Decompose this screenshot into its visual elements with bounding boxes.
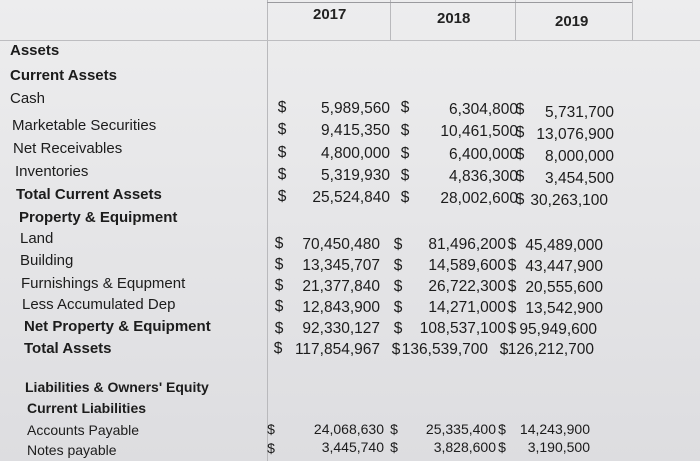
currency-symbol: $ <box>277 144 287 161</box>
value-2019[interactable]: 3,190,500 <box>527 439 590 455</box>
currency-symbol: $ <box>393 320 403 337</box>
currency-symbol: $ <box>393 278 403 295</box>
row-label[interactable]: Marketable Securities <box>12 117 157 134</box>
value-2019[interactable]: 14,243,900 <box>519 421 590 437</box>
value-2017[interactable]: 21,377,840 <box>302 278 380 295</box>
currency-symbol: $ <box>393 299 403 316</box>
value-2019[interactable]: 8,000,000 <box>545 148 614 165</box>
value-2018[interactable]: 81,496,200 <box>428 236 506 253</box>
currency-symbol: $ <box>400 167 410 184</box>
currency-symbol: $ <box>515 168 525 185</box>
row-label[interactable]: Cash <box>10 90 46 107</box>
currency-symbol: $ <box>498 439 506 455</box>
row-label[interactable]: Less Accumulated Dep <box>22 296 176 313</box>
currency-symbol: $ <box>390 421 398 437</box>
currency-symbol: $ <box>277 99 287 116</box>
header-2018[interactable]: 2018 <box>437 10 471 27</box>
currency-symbol: $ <box>498 421 506 437</box>
current-assets-title[interactable]: Current Assets <box>10 67 117 84</box>
value-2017[interactable]: 4,800,000 <box>321 145 390 162</box>
value-2017[interactable]: 25,524,840 <box>312 189 390 206</box>
value-2019[interactable]: 13,076,900 <box>536 126 614 143</box>
current-liabilities-title[interactable]: Current Liabilities <box>27 400 147 416</box>
row-label[interactable]: Accounts Payable <box>27 422 140 438</box>
currency-symbol: $ <box>400 145 410 162</box>
value-2017[interactable]: 13,345,707 <box>302 257 380 274</box>
value-2019[interactable]: 20,555,600 <box>525 279 603 296</box>
value-2018[interactable]: 14,589,600 <box>428 257 506 274</box>
currency-symbol: $ <box>515 101 525 118</box>
currency-symbol: $ <box>507 278 517 295</box>
value-2018[interactable]: 6,304,800 <box>449 101 518 118</box>
value-2017[interactable]: 3,445,740 <box>321 439 384 455</box>
currency-symbol: $ <box>400 99 410 116</box>
column-divider <box>515 0 516 40</box>
row-label[interactable]: Land <box>20 230 54 247</box>
property-equipment-title[interactable]: Property & Equipment <box>19 209 178 226</box>
value-2019[interactable]: 95,949,600 <box>519 321 597 338</box>
currency-symbol: $ <box>393 257 403 274</box>
value-2019[interactable]: 13,542,900 <box>525 300 603 317</box>
column-divider <box>632 0 633 40</box>
currency-symbol: $ <box>274 235 284 252</box>
column-divider <box>390 0 391 40</box>
header-divider <box>0 40 700 41</box>
assets-title[interactable]: Assets <box>10 42 60 59</box>
value-2018[interactable]: 28,002,600 <box>440 190 518 207</box>
value-2017[interactable]: 92,330,127 <box>302 320 380 337</box>
currency-symbol: $ <box>515 124 525 141</box>
header-2017[interactable]: 2017 <box>313 6 347 23</box>
liabilities-title[interactable]: Liabilities & Owners' Equity <box>25 379 209 395</box>
row-label[interactable]: Total Assets <box>24 340 112 357</box>
currency-symbol: $ <box>390 439 398 455</box>
value-2018[interactable]: 14,271,000 <box>428 299 506 316</box>
currency-symbol: $ <box>393 236 403 253</box>
currency-symbol: $ <box>273 340 283 357</box>
column-divider <box>267 0 268 461</box>
currency-symbol: $ <box>507 236 517 253</box>
value-2018[interactable]: 25,335,400 <box>425 421 496 437</box>
value-2018[interactable]: 6,400,000 <box>449 146 518 163</box>
currency-symbol: $ <box>267 421 275 437</box>
row-label[interactable]: Total Current Assets <box>16 186 162 203</box>
value-2019[interactable]: 5,731,700 <box>545 104 614 121</box>
value-2017[interactable]: 12,843,900 <box>302 299 380 316</box>
row-label[interactable]: Net Property & Equipment <box>24 318 211 335</box>
currency-symbol: $ <box>507 320 517 337</box>
currency-symbol: $ <box>400 122 410 139</box>
value-2018[interactable]: 26,722,300 <box>428 278 506 295</box>
currency-symbol: $ <box>507 257 517 274</box>
value-2019[interactable]: 3,454,500 <box>545 170 614 187</box>
row-label[interactable]: Inventories <box>15 163 89 180</box>
value-2017[interactable]: 5,319,930 <box>321 167 390 184</box>
currency-symbol: $ <box>499 341 509 358</box>
value-2017[interactable]: 117,854,967 <box>294 341 380 358</box>
value-2018[interactable]: 3,828,600 <box>433 439 496 455</box>
currency-symbol: $ <box>400 189 410 206</box>
currency-symbol: $ <box>515 191 525 208</box>
currency-symbol: $ <box>274 256 284 273</box>
top-border <box>267 2 632 3</box>
currency-symbol: $ <box>274 320 284 337</box>
currency-symbol: $ <box>277 121 287 138</box>
value-2017[interactable]: 9,415,350 <box>321 122 390 139</box>
currency-symbol: $ <box>274 298 284 315</box>
row-label[interactable]: Notes payable <box>27 442 117 458</box>
currency-symbol: $ <box>391 341 401 358</box>
value-2019[interactable]: 43,447,900 <box>525 258 603 275</box>
row-label[interactable]: Building <box>20 252 74 269</box>
currency-symbol: $ <box>274 277 284 294</box>
value-2017[interactable]: 5,989,560 <box>321 100 390 117</box>
header-2019[interactable]: 2019 <box>555 13 589 30</box>
value-2018[interactable]: 10,461,500 <box>440 123 518 140</box>
currency-symbol: $ <box>515 146 525 163</box>
value-2018[interactable]: 108,537,100 <box>419 320 506 337</box>
value-2019[interactable]: 126,212,700 <box>507 341 594 358</box>
value-2019[interactable]: 30,263,100 <box>530 192 608 209</box>
currency-symbol: $ <box>507 299 517 316</box>
currency-symbol: $ <box>267 440 275 456</box>
row-label[interactable]: Net Receivables <box>13 140 123 157</box>
value-2017[interactable]: 24,068,630 <box>313 421 384 437</box>
row-label[interactable]: Furnishings & Equpment <box>21 275 186 292</box>
value-2018[interactable]: 4,836,300 <box>449 168 518 185</box>
value-2018[interactable]: 136,539,700 <box>401 341 488 358</box>
value-2017[interactable]: 70,450,480 <box>302 236 380 253</box>
currency-symbol: $ <box>277 188 287 205</box>
currency-symbol: $ <box>277 166 287 183</box>
value-2019[interactable]: 45,489,000 <box>525 237 603 254</box>
